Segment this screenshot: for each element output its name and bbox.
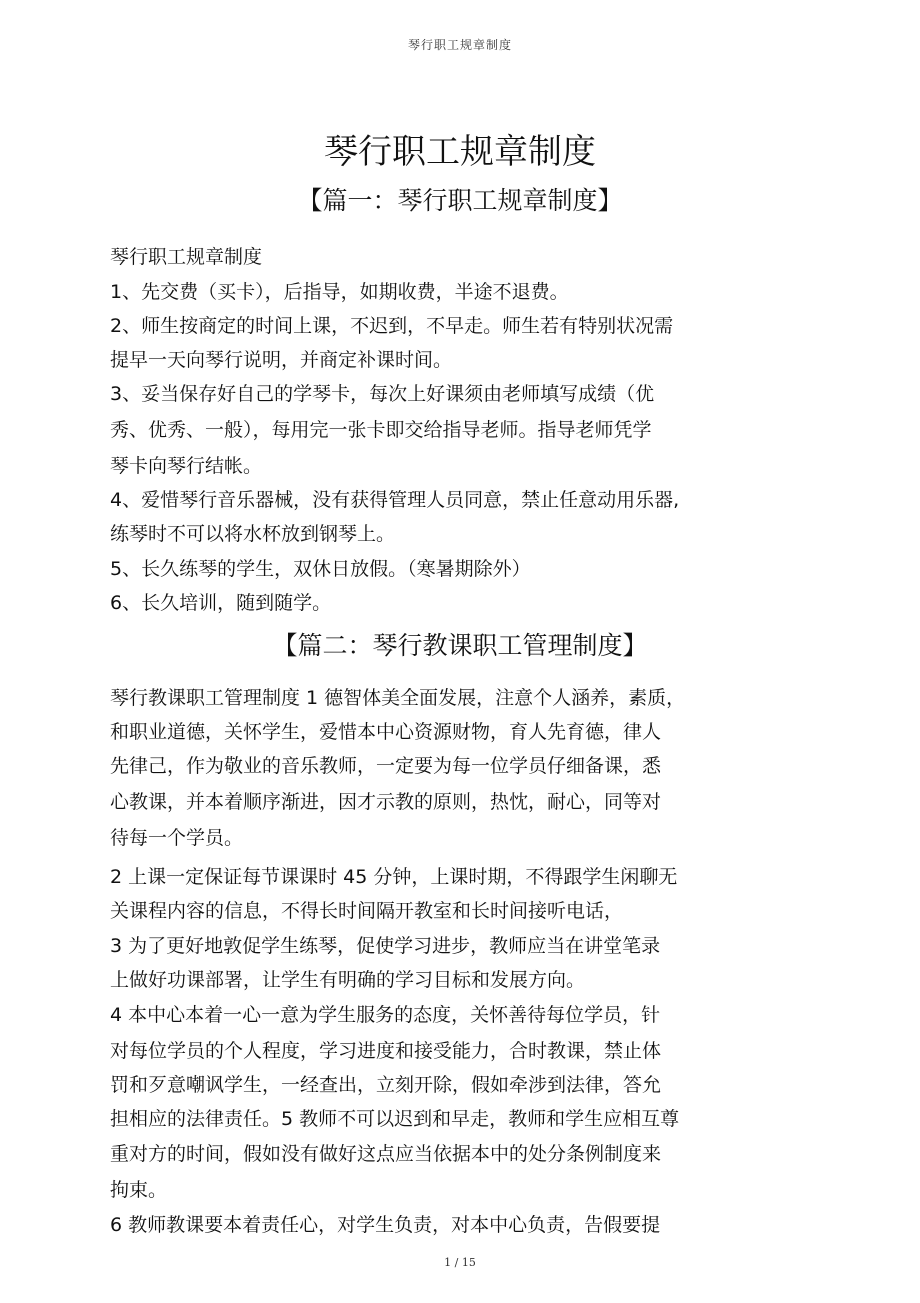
section-1-line: 提早一天向琴行说明，并商定补课时间。 — [110, 349, 453, 371]
section-2-line: 罚和歹意嘲讽学生，一经查出，立刻开除，假如牵涉到法律，答允 — [110, 1074, 662, 1096]
section-2-heading: 【篇二：琴行教课职工管理制度】 — [272, 631, 648, 660]
section-1-line: 琴卡向琴行结帐。 — [110, 455, 263, 477]
section-1-line: 5、长久练琴的学生，双休日放假。（寒暑期除外） — [110, 558, 531, 580]
section-2-line: 重对方的时间，假如没有做好这点应当依据本中的处分条例制度来 — [110, 1143, 662, 1165]
section-1-line: 4、爱惜琴行音乐器械，没有获得管理人员同意，禁止任意动用乐器, — [110, 489, 680, 511]
document-title: 琴行职工规章制度 — [324, 132, 596, 172]
section-2-line: 担相应的法律责任。5 教师不可以迟到和早走，教师和学生应相互尊 — [110, 1108, 680, 1130]
section-2-line: 心教课，并本着顺序渐进，因才示教的原则，热忱，耐心，同等对 — [110, 791, 662, 813]
section-2-line: 2 上课一定保证每节课课时 45 分钟，上课时期，不得跟学生闲聊无 — [110, 866, 678, 888]
section-2-line: 3 为了更好地敦促学生练琴，促使学习进步，教师应当在讲堂笔录 — [110, 935, 661, 957]
section-1-line: 6、长久培训，随到随学。 — [110, 592, 332, 614]
section-2-line: 和职业道德，关怀学生，爱惜本中心资源财物，育人先育德，律人 — [110, 721, 662, 743]
section-2-line: 待每一个学员。 — [110, 827, 244, 849]
section-1-line: 1、先交费（买卡），后指导，如期收费，半途不退费。 — [110, 281, 569, 303]
section-2-line: 琴行教课职工管理制度 1 德智体美全面发展，注意个人涵养，素质， — [110, 687, 686, 709]
section-2-line: 关课程内容的信息，不得长时间隔开教室和长时间接听电话， — [110, 900, 624, 922]
section-2-line: 拘束。 — [110, 1179, 168, 1201]
section-2-line: 对每位学员的个人程度，学习进度和接受能力，合时教课，禁止体 — [110, 1040, 662, 1062]
section-2-line: 4 本中心本着一心一意为学生服务的态度，关怀善待每位学员，针 — [110, 1004, 661, 1026]
section-2-line: 6 教师教课要本着责任心，对学生负责，对本中心负责，告假要提 — [110, 1214, 661, 1236]
section-1-line: 琴行职工规章制度 — [110, 246, 263, 268]
section-2-line: 先律己，作为敬业的音乐教师，一定要为每一位学员仔细备课，悉 — [110, 755, 662, 777]
running-header: 琴行职工规章制度 — [407, 38, 512, 52]
section-2-line: 上做好功课部署，让学生有明确的学习目标和发展方向。 — [110, 969, 586, 991]
page-number: 1 / 15 — [444, 1256, 476, 1269]
section-1-line: 秀、优秀、一般），每用完一张卡即交给指导老师。指导老师凭学 — [110, 419, 652, 441]
section-1-line: 3、妥当保存好自己的学琴卡，每次上好课须由老师填写成绩（优 — [110, 383, 655, 405]
section-1-line: 2、师生按商定的时间上课，不迟到，不早走。师生若有特别状况需 — [110, 315, 674, 337]
section-1-line: 练琴时不可以将水杯放到钢琴上。 — [110, 523, 396, 545]
section-1-heading: 【篇一：琴行职工规章制度】 — [297, 186, 623, 215]
